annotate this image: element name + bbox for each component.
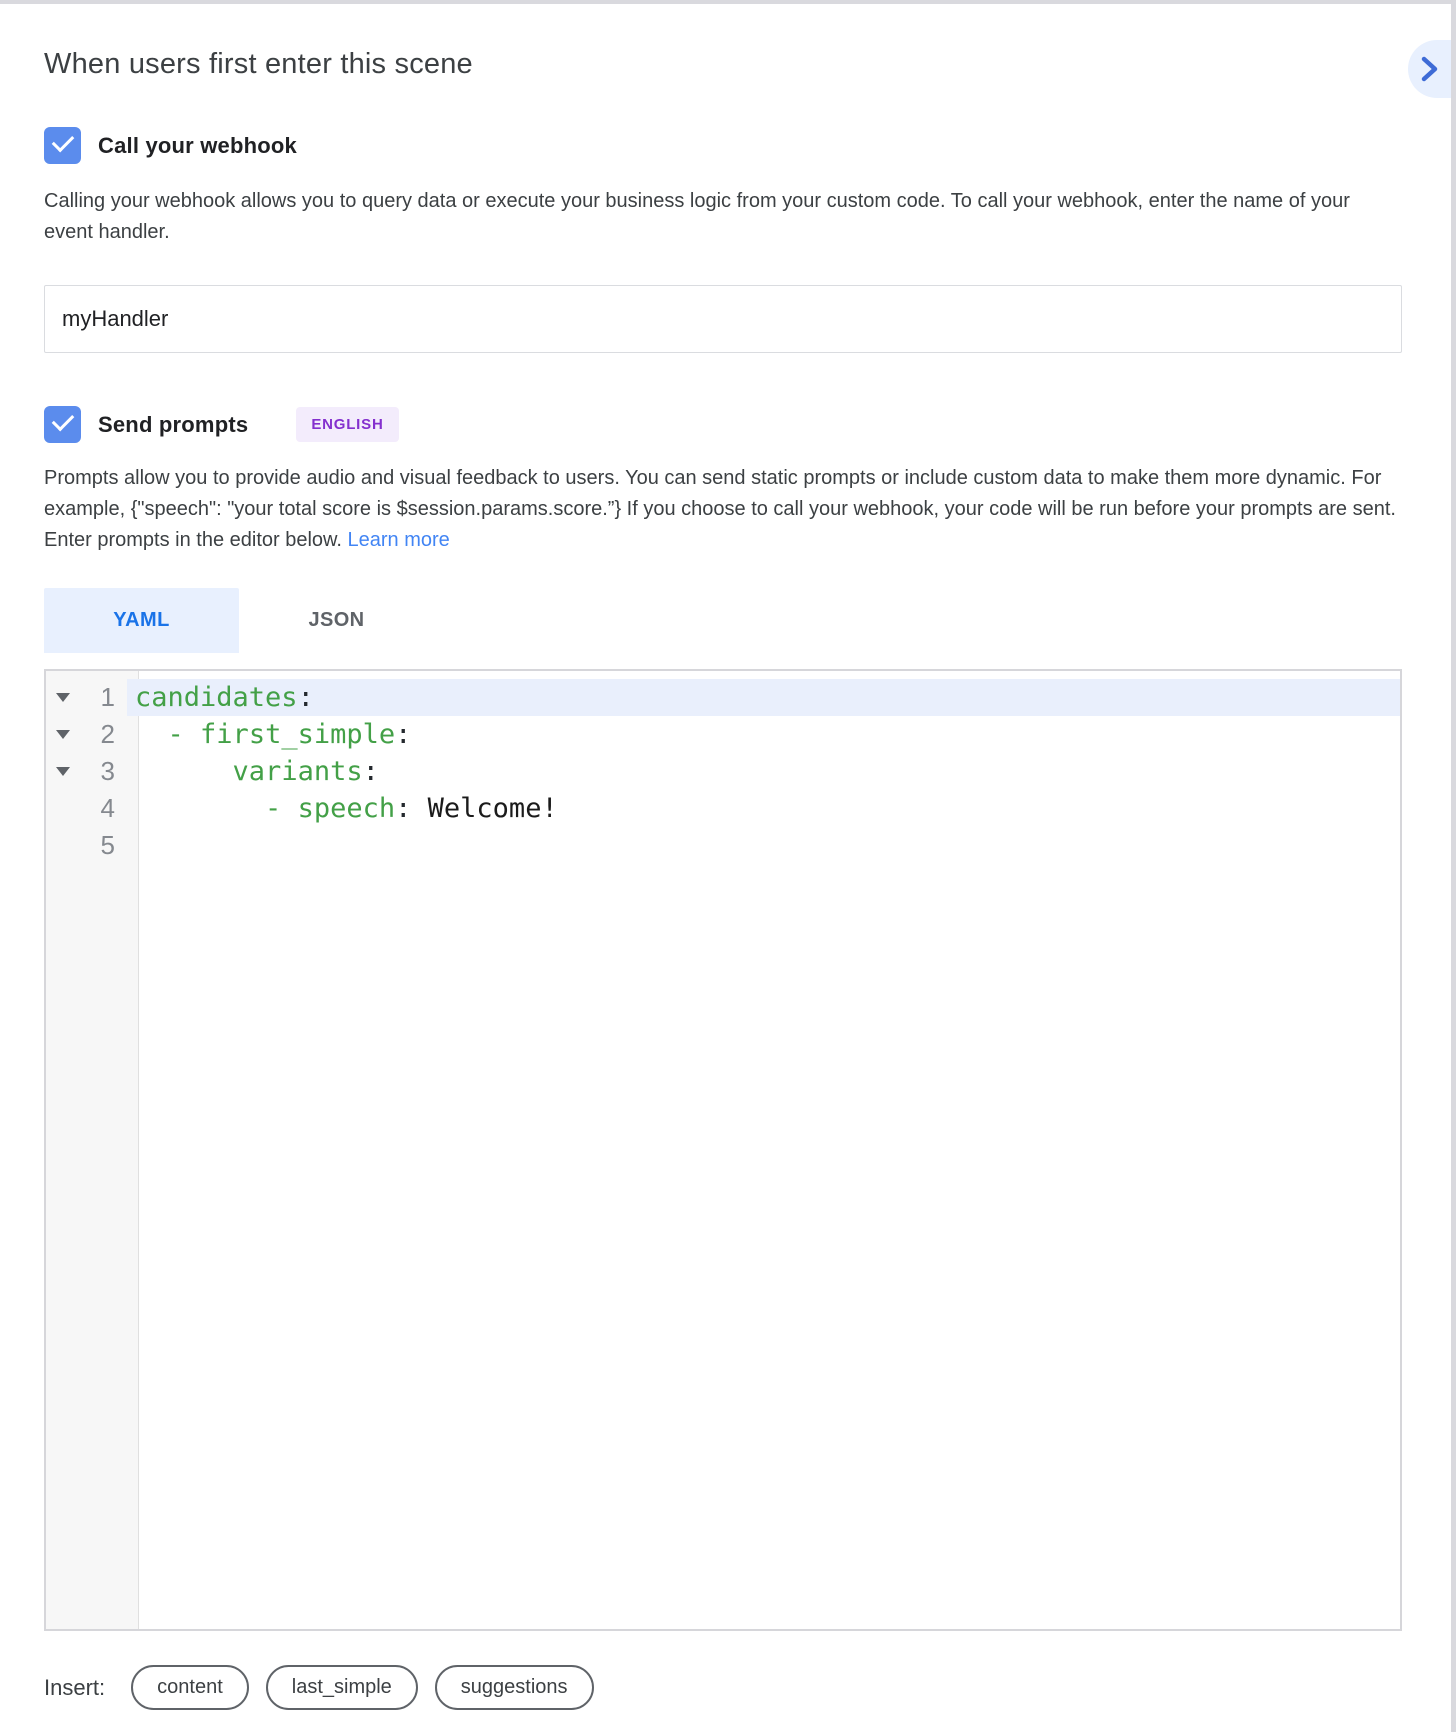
- line-number: 4: [100, 793, 115, 823]
- prompts-section-header: [44, 406, 1402, 443]
- prompts-description: [44, 463, 1402, 556]
- call-webhook-label: Call your webhook: [98, 132, 297, 158]
- insert-chip-content[interactable]: content: [131, 1665, 249, 1710]
- line-number: 5: [100, 830, 115, 860]
- triangle-down-icon: [56, 730, 70, 739]
- send-prompts-label: Send prompts: [98, 411, 249, 437]
- language-badge: ENGLISH: [296, 407, 398, 442]
- insert-chips: [131, 1665, 610, 1710]
- insert-chip-last_simple[interactable]: last_simple: [266, 1665, 418, 1710]
- webhook-section-header: [44, 127, 1402, 164]
- collapse-panel-button[interactable]: [1408, 40, 1451, 98]
- line-number: 2: [100, 719, 115, 749]
- code-line[interactable]: - first_simple :: [167, 719, 412, 750]
- page-title: When users first enter this scene: [44, 48, 473, 80]
- code-line[interactable]: [127, 827, 1400, 864]
- call-webhook-checkbox[interactable]: [44, 127, 81, 164]
- code-line[interactable]: candidates :: [127, 679, 1400, 716]
- insert-chip-suggestions[interactable]: suggestions: [435, 1665, 594, 1710]
- editor-line-4: [46, 790, 1400, 827]
- tab-json[interactable]: JSON: [308, 609, 365, 631]
- event-handler-input[interactable]: [44, 285, 1402, 353]
- fold-toggle[interactable]: [46, 767, 80, 776]
- send-prompts-checkbox[interactable]: [44, 406, 81, 443]
- editor-line-3: [46, 753, 1400, 790]
- chevron-right-icon: [1419, 54, 1441, 84]
- editor-format-tabs: [44, 588, 1402, 653]
- line-number: 3: [100, 756, 115, 786]
- insert-bar: [44, 1665, 1402, 1710]
- prompts-description-text: Prompts allow you to provide audio and visual feedback to users. You can send static prompts or include custom data to make them more dynamic. For example, {"speech": "your total score is $session.params.score.”} If you choose to call your webhook, your code will be run before your prompts are sent. Enter prompts in the editor below.: [44, 467, 1396, 551]
- code-line[interactable]: - speech : Welcome!: [265, 793, 558, 824]
- triangle-down-icon: [56, 693, 70, 702]
- triangle-down-icon: [56, 767, 70, 776]
- editor-line-5: [46, 827, 1400, 864]
- learn-more-link[interactable]: Learn more: [347, 529, 450, 551]
- fold-toggle[interactable]: [46, 693, 80, 702]
- webhook-description: Calling your webhook allows you to query data or execute your business logic from your custom code. To call your webhook, enter the name of your event handler.: [44, 190, 1350, 243]
- insert-label: Insert:: [44, 1674, 106, 1700]
- fold-toggle[interactable]: [46, 730, 80, 739]
- editor-line-2: [46, 716, 1400, 753]
- code-line[interactable]: variants :: [232, 756, 379, 787]
- editor-line-1: [46, 679, 1400, 716]
- line-number: 1: [100, 682, 115, 712]
- tab-yaml[interactable]: YAML: [44, 588, 239, 653]
- editor-lines: [46, 671, 1400, 864]
- prompt-code-editor[interactable]: [44, 669, 1402, 1631]
